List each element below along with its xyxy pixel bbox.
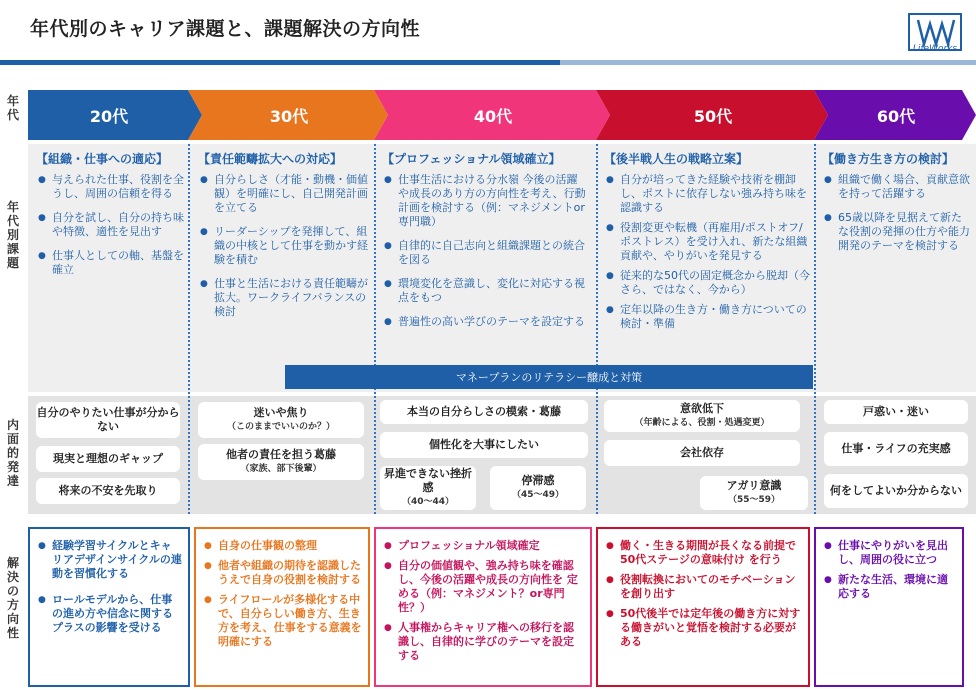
issue-item: ● 仕事人としての軸、基盤を確立: [36, 249, 184, 277]
solution-item: ● 役割転換においてのモチベーションを創り出す: [606, 573, 802, 601]
solution-item: ● 50代後半では定年後の働き方に対する働きがいと覚悟を検討する必要がある: [606, 607, 802, 649]
issue-item: ● 役割変更や転機（再雇用/ポストオフ/ポストレス）を受け入れ、新たな組織貢献や、やりがいを発見する: [604, 221, 810, 263]
row-label-age: 年代: [6, 94, 19, 122]
issue-heading: 【組織・仕事への適応】: [36, 152, 169, 166]
row-label-issues: 年代別課題: [6, 200, 19, 270]
issue-item: ● 仕事と生活における責任範疇が拡大。ワークライフバランスの検討: [198, 277, 368, 319]
issue-item: ● 組織で働く場合、貢献意欲を持って活躍する: [822, 173, 970, 201]
inner-pill: 自分のやりたい仕事が分からない: [36, 402, 180, 438]
age-label-40: 40代: [473, 106, 513, 126]
inner-pill: 何をしてよいか分からない: [824, 474, 968, 508]
inner-pill: 迷いや焦り （このままでいいのか？）: [198, 402, 364, 438]
issue-item: ● 与えられた仕事、役割を全うし、周囲の信頼を得る: [36, 173, 184, 201]
solution-box-60: [814, 527, 964, 687]
logo-text: LifeWorks: [912, 44, 958, 54]
inner-pill: 将来の不安を先取り: [36, 478, 180, 504]
issue-item: ● 自律的に自己志向と組織課題との統合を図る: [382, 239, 588, 267]
solution-item: ● 仕事にやりがいを見出し、周囲の役に立つ: [824, 539, 956, 567]
solution-item: ● ロールモデルから、仕事の進め方や信念に関するプラスの影響を受ける: [38, 593, 182, 635]
solution-item: ● プロフェッショナル領域確定: [384, 539, 584, 553]
inner-pill: 戸惑い・迷い: [824, 400, 968, 424]
age-label-30: 30代: [269, 106, 309, 126]
age-label-60: 60代: [876, 106, 916, 126]
solution-item: ● 経験学習サイクルとキャリアデザインサイクルの連動を習慣化する: [38, 539, 182, 581]
issue-item: ● リーダーシップを発揮して、組織の中核として仕事を動かす経験を積む: [198, 225, 368, 267]
issues-column-30: [198, 150, 368, 329]
page-title: 年代別のキャリア課題と、課題解決の方向性: [30, 18, 421, 40]
issue-item: ● 定年以降の生き方・働き方についての検討・準備: [604, 303, 810, 331]
row-label-solutions: 解決の方向性: [6, 556, 19, 640]
inner-pill: 意欲低下 （年齢による、役割・処遇変更）: [604, 400, 800, 432]
solution-item: ● ライフロールが多様化する中で、自分らしい働き方、生き方を考え、仕事をする意義を明確にする: [204, 593, 362, 649]
solution-box-40: [374, 527, 592, 687]
issue-item: ● 自分らしさ（才能・動機・価値観）を明確にし、自己開発計画を立てる: [198, 173, 368, 215]
inner-pill: 個性化を大事にしたい: [380, 432, 588, 458]
issue-item: ● 従来的な50代の固定概念から脱却（今さら、ではなく、今から）: [604, 269, 810, 297]
issue-heading: 【働き方生き方の検討】: [822, 152, 955, 166]
inner-pill: 現実と理想のギャップ: [36, 446, 180, 472]
issue-item: ● 65歳以降を見据えて新たな役割の発揮の仕方や能力開発のテーマを検討する: [822, 211, 970, 253]
solution-box-30: [194, 527, 370, 687]
issue-item: ● 環境変化を意識し、変化に対応する視点をもつ: [382, 277, 588, 305]
solution-item: ● 新たな生活、環境に適応する: [824, 573, 956, 601]
issue-heading: 【責任範疇拡大への対応】: [198, 152, 343, 166]
solution-item: ● 人事権からキャリア権への移行を認識し、自律的に学びのテーマを設定する: [384, 621, 584, 663]
solution-item: ● 働く・生きる期間が長くなる前提で50代ステージの意味付け を行う: [606, 539, 802, 567]
column-divider: [596, 144, 598, 514]
row-label-inner: 内面的発達: [6, 418, 19, 488]
inner-pill: 停滞感 （45～49）: [490, 466, 586, 510]
column-divider: [814, 144, 816, 514]
solution-item: ● 他者や組織の期待を認識したうえで自身の役割を検討する: [204, 559, 362, 587]
inner-pill: 仕事・ライフの充実感: [824, 432, 968, 466]
money-plan-bar: マネープランのリテラシー醸成と対策: [285, 365, 813, 389]
issue-heading: 【プロフェッショナル領域確立】: [382, 152, 561, 166]
inner-pill: 会社依存: [604, 440, 800, 466]
solution-box-20: [28, 527, 190, 687]
issues-column-40: [382, 150, 588, 339]
issue-item: ● 仕事生活における分水嶺 今後の活躍や成長のあり方の方向性を考え、行動計画を検討する（例：マネジメントor専門職）: [382, 173, 588, 229]
issue-item: ● 普遍性の高い学びのテーマを設定する: [382, 315, 588, 329]
inner-pill: 本当の自分らしさの模索・葛藤: [380, 400, 588, 424]
column-divider: [188, 144, 190, 514]
age-label-50: 50代: [693, 106, 733, 126]
age-label-20: 20代: [89, 106, 129, 126]
issue-item: ● 自分が培ってきた経験や技術を棚卸し、ポストに依存しない強み持ち味を認識する: [604, 173, 810, 215]
inner-pill: 他者の責任を担う葛藤 （家族、部下後輩）: [198, 444, 364, 480]
column-divider: [374, 144, 376, 514]
issue-heading: 【後半戦人生の戦略立案】: [604, 152, 749, 166]
solution-item: ● 自身の仕事観の整理: [204, 539, 362, 553]
issue-item: ● 自分を試し、自分の持ち味や特徴、適性を見出す: [36, 211, 184, 239]
issues-column-60: [822, 150, 970, 263]
solution-box-50: [596, 527, 810, 687]
solution-item: ● 自分の価値観や、強み持ち味を確認し、今後の活躍や成長の方向性を 定める（例：マネジメント？or専門性？）: [384, 559, 584, 615]
inner-pill: アガリ意識 （55～59）: [700, 476, 808, 510]
issues-column-50: [604, 150, 810, 341]
issues-column-20: [36, 150, 184, 287]
inner-pill: 昇進できない挫折感 （40～44）: [380, 466, 476, 510]
